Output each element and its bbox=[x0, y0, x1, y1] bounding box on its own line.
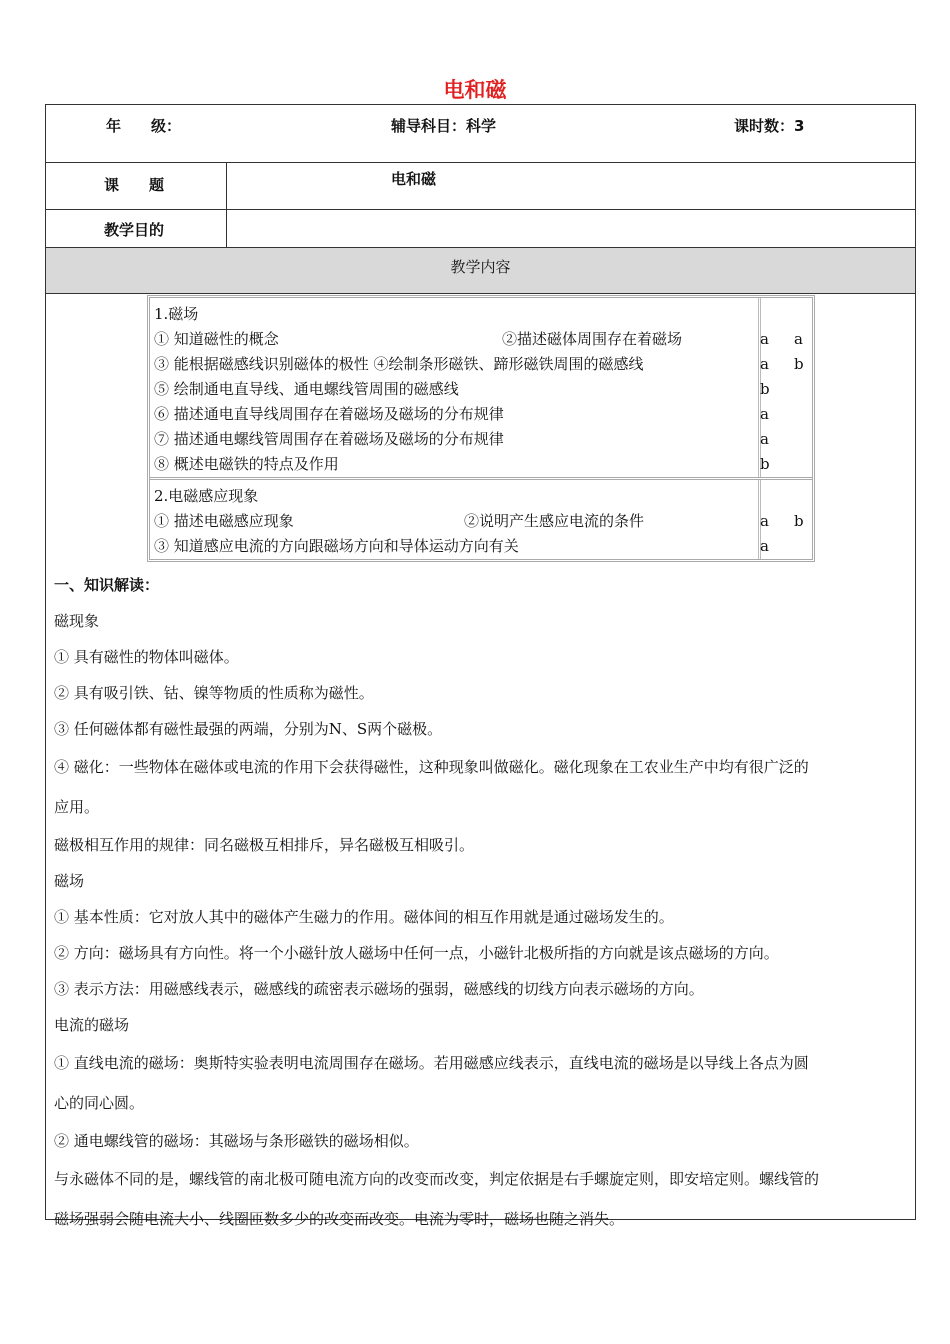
topic-row bbox=[46, 163, 915, 210]
paragraph: ② 具有吸引铁、钴、镍等物质的性质称为磁性。 bbox=[54, 684, 374, 702]
goal-row bbox=[154, 352, 808, 377]
subheading-magnetism: 磁现象 bbox=[54, 612, 100, 630]
goal-row bbox=[154, 427, 808, 452]
paragraph: ① 具有磁性的物体叫磁体。 bbox=[54, 648, 239, 666]
goal-level: b bbox=[760, 380, 770, 398]
goal-text: ⑧ 概述电磁铁的特点及作用 bbox=[154, 455, 339, 473]
goal-level: a bbox=[760, 405, 769, 423]
paragraph: ④ 磁化：一些物体在磁体或电流的作用下会获得磁性，这种现象叫做磁化。磁化现象在工农业生产中均有很广泛的 bbox=[54, 758, 809, 776]
lesson-sheet bbox=[45, 104, 916, 1228]
objective-row bbox=[46, 210, 915, 248]
goal-text-secondary: ②描述磁体周围存在着磁场 bbox=[502, 330, 683, 348]
paragraph: ① 基本性质：它对放人其中的磁体产生磁力的作用。磁体间的相互作用就是通过磁场发生的。 bbox=[54, 908, 674, 926]
grade-label: 年 级： bbox=[106, 117, 182, 135]
goal-level: a bbox=[760, 537, 769, 555]
goal-level: b bbox=[794, 512, 804, 530]
goal-row bbox=[154, 377, 808, 402]
goal-text: ③ 知道感应电流的方向跟磁场方向和导体运动方向有关 bbox=[154, 537, 519, 555]
goal-row bbox=[154, 452, 808, 477]
paragraph: 与永磁体不同的是，螺线管的南北极可随电流方向的改变而改变，判定依据是右手螺旋定则，即安培定则。螺线管的 bbox=[54, 1170, 820, 1188]
goals-table bbox=[147, 295, 815, 562]
goal-text-secondary: ②说明产生感应电流的条件 bbox=[464, 512, 645, 530]
subheading-current-field: 电流的磁场 bbox=[54, 1016, 130, 1034]
goal-level: b bbox=[760, 455, 770, 473]
paragraph-continued: 心的同心圆。 bbox=[54, 1094, 145, 1112]
paragraph: ③ 任何磁体都有磁性最强的两端，分别为N、S两个磁极。 bbox=[54, 720, 443, 738]
goal-level: a bbox=[760, 512, 769, 530]
hours-label: 课时数：3 bbox=[734, 117, 805, 135]
divider bbox=[226, 163, 227, 209]
page-title: 电和磁 bbox=[443, 78, 507, 102]
divider bbox=[226, 210, 227, 247]
content-header-row bbox=[46, 248, 915, 294]
paragraph-continued: 磁场强弱会随电流大小、线圈匝数多少的改变而改变。电流为零时，磁场也随之消失。 bbox=[54, 1210, 625, 1228]
goals-section-magnetic-field bbox=[150, 298, 812, 477]
goal-row bbox=[154, 534, 808, 559]
paragraph: 磁极相互作用的规律：同名磁极互相排斥，异名磁极互相吸引。 bbox=[54, 836, 475, 854]
goal-text: ⑤ 绘制通电直导线、通电螺线管周围的磁感线 bbox=[154, 380, 459, 398]
goal-row bbox=[154, 509, 808, 534]
goal-level: a bbox=[760, 330, 769, 348]
knowledge-content bbox=[54, 567, 909, 1239]
goal-heading: 1.磁场 bbox=[154, 305, 199, 323]
goal-row bbox=[154, 327, 808, 352]
subject-label: 辅导科目：科学 bbox=[391, 117, 497, 135]
goal-level: a bbox=[760, 355, 769, 373]
paragraph: ② 方向：磁场具有方向性。将一个小磁针放人磁场中任何一点，小磁针北极所指的方向就是该点磁场的方向。 bbox=[54, 944, 779, 962]
goal-row bbox=[154, 402, 808, 427]
goal-text: ③ 能根据磁感线识别磁体的极性 ④绘制条形磁铁、蹄形磁铁周围的磁感线 bbox=[154, 355, 644, 373]
goal-level: a bbox=[760, 430, 769, 448]
paragraph: ③ 表示方法：用磁感线表示，磁感线的疏密表示磁场的强弱，磁感线的切线方向表示磁场的方向。 bbox=[54, 980, 704, 998]
goal-level: a bbox=[794, 330, 803, 348]
goal-heading: 2.电磁感应现象 bbox=[154, 487, 259, 505]
paragraph-continued: 应用。 bbox=[54, 798, 100, 816]
goals-section-induction bbox=[150, 477, 812, 559]
paragraph: ② 通电螺线管的磁场：其磁场与条形磁铁的磁场相似。 bbox=[54, 1132, 419, 1150]
goal-text: ① 描述电磁感应现象 bbox=[154, 512, 294, 530]
paragraph: ① 直线电流的磁场：奥斯特实验表明电流周围存在磁场。若用磁感应线表示，直线电流的磁场是以导线上各点为圆 bbox=[54, 1054, 809, 1072]
goal-text: ⑥ 描述通电直导线周围存在着磁场及磁场的分布规律 bbox=[154, 405, 504, 423]
subheading-magnetic-field: 磁场 bbox=[54, 872, 85, 890]
section-heading: 一、知识解读： bbox=[54, 576, 160, 594]
topic-value: 电和磁 bbox=[391, 170, 437, 188]
content-label: 教学内容 bbox=[450, 258, 511, 276]
objective-label: 教学目的 bbox=[104, 221, 165, 239]
topic-label: 课 题 bbox=[104, 176, 165, 194]
goal-level: b bbox=[794, 355, 804, 373]
header-row bbox=[46, 105, 915, 163]
goal-text: ⑦ 描述通电螺线管周围存在着磁场及磁场的分布规律 bbox=[154, 430, 504, 448]
goal-text: ① 知道磁性的概念 bbox=[154, 330, 279, 348]
